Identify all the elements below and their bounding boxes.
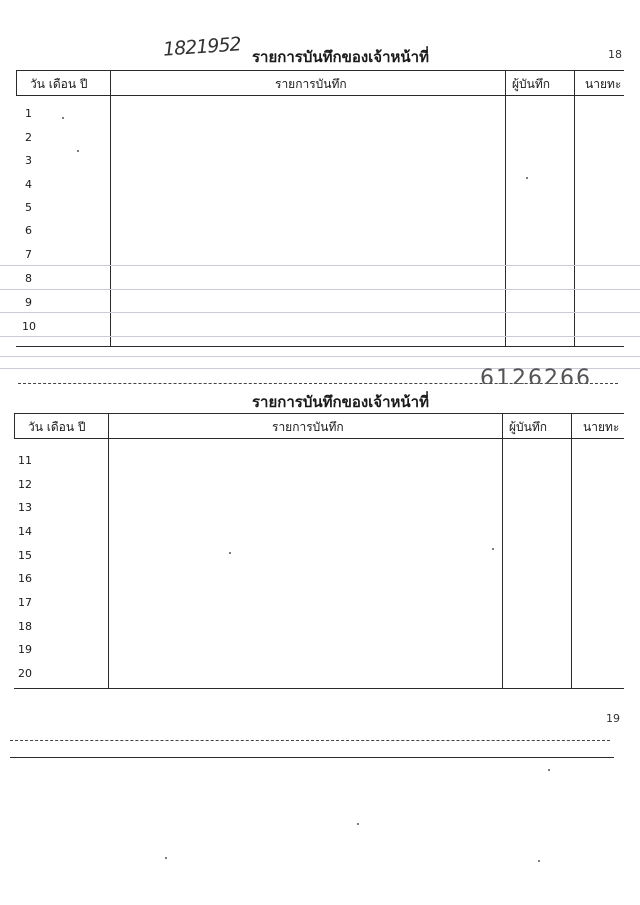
row-number: 15	[18, 549, 32, 562]
table-top-border	[16, 70, 624, 71]
row-number: 1	[25, 107, 32, 120]
handwritten-note: 1821952	[162, 33, 242, 61]
header-record: รายการบันทึก	[275, 77, 347, 91]
scan-speck	[492, 548, 494, 550]
header-recorder: ผู้บันทึก	[509, 420, 548, 434]
footer-rule	[10, 757, 614, 758]
row-number: 16	[18, 572, 32, 585]
scan-line	[0, 312, 640, 313]
row-number: 18	[18, 620, 32, 633]
table-divider-date	[108, 413, 109, 688]
header-recorder: ผู้บันทึก	[512, 77, 551, 91]
table-divider-recorder	[571, 413, 572, 688]
scan-line	[0, 289, 640, 290]
row-number: 3	[25, 154, 32, 167]
scan-speck	[165, 857, 167, 859]
row-number: 8	[25, 272, 32, 285]
header-date: วัน เดือน ปี	[30, 77, 88, 91]
table-divider-recorder	[574, 70, 575, 346]
header-registrar: นายทะ	[585, 77, 622, 91]
scan-speck	[538, 860, 540, 862]
table-divider-record	[502, 413, 503, 688]
header-record: รายการบันทึก	[272, 420, 344, 434]
row-number: 6	[25, 224, 32, 237]
section-1-page-number: 18	[608, 48, 622, 61]
table-header-border	[16, 95, 624, 96]
scan-speck	[77, 150, 79, 152]
section-2-title: รายการบันทึกของเจ้าหน้าที่	[252, 393, 429, 411]
table-header-border	[14, 438, 624, 439]
row-number: 12	[18, 478, 32, 491]
scan-speck	[526, 177, 528, 179]
scan-speck	[62, 117, 64, 119]
table-divider-record	[505, 70, 506, 346]
table-bottom-border	[16, 346, 624, 347]
cut-line	[10, 740, 610, 741]
scan-line	[0, 356, 640, 357]
scan-speck	[229, 552, 231, 554]
scan-speck	[357, 823, 359, 825]
header-registrar: นายทะ	[583, 420, 620, 434]
row-number: 14	[18, 525, 32, 538]
section-1-title: รายการบันทึกของเจ้าหน้าที่	[252, 48, 429, 66]
table-bottom-border	[14, 688, 624, 689]
row-number: 7	[25, 248, 32, 261]
table-divider-date	[110, 70, 111, 346]
footer-page-number: 19	[606, 712, 620, 725]
stamp-fragment: 6126266	[480, 366, 592, 384]
header-date: วัน เดือน ปี	[28, 420, 86, 434]
table-left-border	[14, 413, 15, 438]
row-number: 9	[25, 296, 32, 309]
table-left-border	[16, 70, 17, 95]
row-number: 17	[18, 596, 32, 609]
scan-line	[0, 265, 640, 266]
table-top-border	[14, 413, 624, 414]
scan-line	[0, 336, 640, 337]
row-number: 20	[18, 667, 32, 680]
row-number: 11	[18, 454, 32, 467]
row-number: 13	[18, 501, 32, 514]
row-number: 19	[18, 643, 32, 656]
row-number: 10	[22, 320, 36, 333]
row-number: 4	[25, 178, 32, 191]
scan-speck	[548, 769, 550, 771]
row-number: 2	[25, 131, 32, 144]
row-number: 5	[25, 201, 32, 214]
